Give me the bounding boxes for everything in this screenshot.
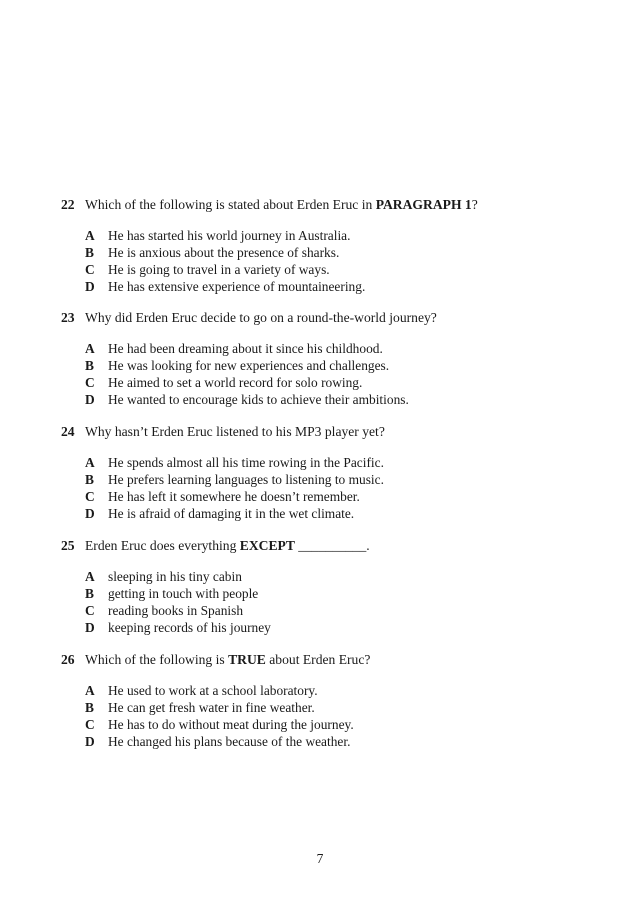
option-letter: B [85,586,94,601]
stem-emphasis: EXCEPT [239,538,295,553]
option-letter: B [85,245,94,260]
option-letter: A [85,341,95,356]
option-letter: A [85,683,95,698]
question-stem [0,536,640,556]
question-number: 22 [61,197,75,212]
stem-text: about Erden Eruc? [265,652,371,667]
stem-text: ? [471,197,478,212]
stem-text: Which of the following is [85,652,229,667]
question-number: 23 [61,310,75,325]
option-list [0,340,640,408]
option-b[interactable] [0,244,640,261]
option-letter: A [85,569,95,584]
question-stem [0,308,640,328]
option-a[interactable] [0,227,640,244]
option-b[interactable] [0,699,640,716]
option-list [0,454,640,522]
question-25 [0,536,640,636]
option-letter: D [85,620,95,635]
option-text: He spends almost all his time rowing in the Pacific. [108,455,384,470]
option-letter: C [85,375,95,390]
question-text [85,422,385,442]
option-text: He aimed to set a world record for solo rowing. [108,375,363,390]
option-letter: A [85,455,95,470]
question-text [85,650,370,670]
question-stem [0,650,640,670]
option-text: He has extensive experience of mountaineering. [108,279,366,294]
option-c[interactable] [0,602,640,619]
option-c[interactable] [0,261,640,278]
option-letter: A [85,228,95,243]
option-text: He used to work at a school laboratory. [108,683,318,698]
option-d[interactable] [0,505,640,522]
option-text: sleeping in his tiny cabin [108,569,242,584]
question-stem [0,422,640,442]
question-text [85,308,437,328]
option-text: reading books in Spanish [108,603,244,618]
question-number: 25 [61,538,75,553]
option-letter: B [85,358,94,373]
option-letter: D [85,279,95,294]
option-c[interactable] [0,716,640,733]
option-c[interactable] [0,488,640,505]
stem-emphasis: TRUE [228,652,266,667]
option-letter: B [85,700,94,715]
option-text: He has left it somewhere he doesn’t remember. [108,489,360,504]
option-letter: C [85,603,95,618]
option-text: He had been dreaming about it since his childhood. [108,341,383,356]
option-letter: C [85,262,95,277]
question-24 [0,422,640,522]
option-a[interactable] [0,454,640,471]
option-d[interactable] [0,733,640,750]
option-letter: D [85,392,95,407]
stem-text: Erden Eruc does everything [85,538,240,553]
question-22 [0,195,640,295]
option-b[interactable] [0,471,640,488]
option-list [0,568,640,636]
option-text: He is afraid of damaging it in the wet climate. [108,506,355,521]
stem-text: __________. [294,538,370,553]
option-text: He prefers learning languages to listening to music. [108,472,384,487]
stem-text: Why hasn’t Erden Eruc listened to his MP3 player yet? [85,424,385,439]
option-list [0,227,640,295]
question-23 [0,308,640,408]
option-d[interactable] [0,391,640,408]
question-number: 26 [61,652,75,667]
stem-text: Why did Erden Eruc decide to go on a round-the-world journey? [85,310,437,325]
option-letter: D [85,734,95,749]
page-number: 7 [316,851,324,866]
option-text: He changed his plans because of the weather. [108,734,351,749]
stem-emphasis: PARAGRAPH 1 [375,197,472,212]
option-a[interactable] [0,682,640,699]
option-c[interactable] [0,374,640,391]
option-d[interactable] [0,619,640,636]
option-letter: C [85,717,95,732]
question-text [85,536,370,556]
option-text: He is going to travel in a variety of ways. [108,262,330,277]
option-letter: C [85,489,95,504]
question-stem [0,195,640,215]
option-text: He has to do without meat during the journey. [108,717,354,732]
option-text: He wanted to encourage kids to achieve their ambitions. [108,392,409,407]
option-text: He was looking for new experiences and challenges. [108,358,390,373]
option-text: He can get fresh water in fine weather. [108,700,315,715]
option-d[interactable] [0,278,640,295]
option-text: He has started his world journey in Australia. [108,228,351,243]
option-list [0,682,640,750]
option-letter: D [85,506,95,521]
question-text [85,195,478,215]
option-letter: B [85,472,94,487]
option-text: keeping records of his journey [108,620,271,635]
question-26 [0,650,640,750]
stem-text: Which of the following is stated about Erden Eruc in [85,197,376,212]
option-a[interactable] [0,568,640,585]
question-number: 24 [61,424,75,439]
option-a[interactable] [0,340,640,357]
option-b[interactable] [0,357,640,374]
option-text: He is anxious about the presence of sharks. [108,245,340,260]
option-b[interactable] [0,585,640,602]
option-text: getting in touch with people [108,586,259,601]
